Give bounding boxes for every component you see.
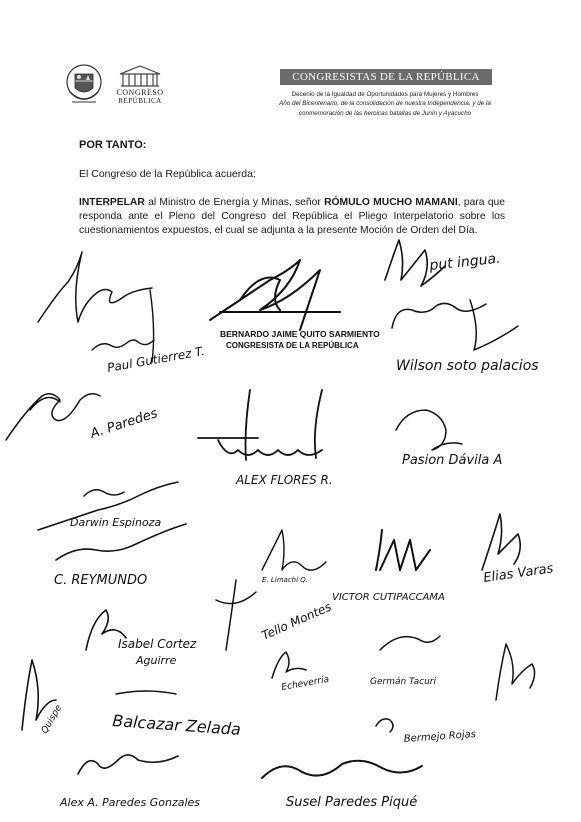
logo-subtitle: REPÚBLICA (118, 97, 162, 105)
signature-scribble-21 (376, 719, 393, 732)
signature-name-put-siquera: put ingua. (428, 250, 502, 274)
signature-name-balcazar-zelada: Balcazar Zelada (111, 711, 242, 739)
signature-scribble-7 (198, 390, 322, 460)
signature-scribble-17 (496, 644, 535, 700)
signature-name-aguirre: Aguirre (136, 654, 177, 667)
signature-scribble-2 (92, 290, 154, 362)
year-motto-line-2: conmemoración de las heroicas batallas de Junín y Ayacucho (298, 109, 472, 117)
signature-stamp-role: CONGRESISTA DE LA REPÚBLICA (226, 341, 359, 350)
signature-name-alex-paredes-gonzales: Alex A. Paredes Gonzales (60, 796, 201, 809)
signature-scribble-3 (210, 260, 340, 330)
signature-name-pasion-davila: Pasion Dávila A (402, 453, 503, 468)
signature-name-elias-varas: Elias Varas (482, 561, 555, 586)
signature-name-a-paredes: A. Paredes (88, 406, 160, 442)
signature-name-susel-paredes: Susel Paredes Piqué (286, 795, 418, 810)
signature-stamp-name: BERNARDO JAIME QUITO SARMIENTO (220, 329, 380, 339)
signature-name-tello-montes: Tello Montes (259, 599, 334, 643)
signature-scribble-19 (272, 652, 306, 678)
section-heading: POR TANTO: (79, 139, 147, 151)
signature-name-paul-gutierrez: Paul Gutierrez T. (106, 344, 206, 375)
signature-scribble-6 (6, 394, 100, 440)
interpelar-keyword: INTERPELAR (79, 197, 145, 208)
signature-name-wilson-soto: Wilson soto palacios (396, 358, 539, 374)
signature-name-german-tacuri: Germán Tacuri (370, 677, 436, 687)
signature-scribble-22 (78, 755, 178, 774)
signature-scribble-20 (116, 691, 176, 694)
signature-scribble-8 (396, 410, 462, 450)
logo-name: CONGRESO (116, 88, 164, 97)
signature-scribble-11 (262, 530, 326, 570)
signature-name-echeverria: Echeverría (280, 674, 330, 693)
signature-name-victor-cutipa: VICTOR CUTIPACCAMA (332, 592, 445, 603)
signature-name-alex-flores: ALEX FLORES R. (236, 473, 333, 487)
signature-name-darwin-espinoza: Darwin Espinoza (70, 516, 162, 529)
paragraph-text-a: al Ministro de Energía y Minas, señor (144, 197, 325, 208)
signature-scribble-12 (376, 530, 430, 570)
signature-scribble-5 (392, 300, 518, 350)
signature-name-bermejo: Bermejo Rojas (403, 728, 477, 745)
signature-scribble-10 (56, 524, 186, 560)
signature-scribble-14 (216, 580, 256, 650)
year-motto-line-1: Año del Bicentenario, de la consolidación de nuestra Independencia, y de la (279, 100, 491, 107)
paragraph-text-b: , para que responda ante el Pleno del Congreso del República el Pliego Interpelatorio sobre los cuestionamientos expuestos, el cual se adjunta a la presente Moción de Orden del Día. (79, 197, 505, 236)
signature-scribble-13 (482, 514, 520, 570)
signature-scribble-1 (38, 252, 152, 322)
signature-name-limachi: E. Limachi Q. (262, 576, 309, 584)
signature-name-reymundo: C. REYMUNDO (54, 573, 148, 588)
signature-name-quispe: Quispe (39, 703, 65, 736)
congress-agrees-line: El Congreso de la República acuerda: (79, 168, 256, 180)
minister-name: RÓMULO MUCHO MAMANI (324, 197, 458, 208)
signature-name-isabel-cortez: Isabel Cortez (118, 637, 197, 651)
signature-scribble-16 (380, 636, 440, 650)
signature-scribble-23 (262, 761, 422, 778)
header-banner: CONGRESISTAS DE LA REPÚBLICA (280, 69, 492, 85)
decenio-line: Decenio de la Igualdad de Oportunidades para Mujeres y Hombres (291, 91, 479, 98)
